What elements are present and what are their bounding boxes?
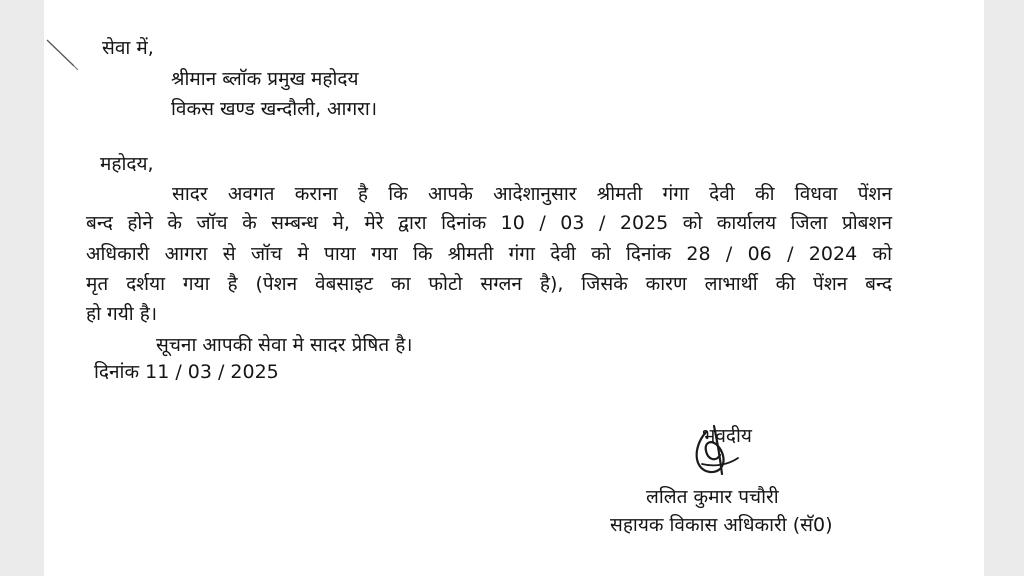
recipient-line-1: श्रीमान ब्लॉक प्रमुख महोदय [171, 68, 359, 90]
letter-page [44, 0, 984, 576]
date-line: दिनांक 11 / 03 / 2025 [94, 361, 279, 383]
closing-line: सूचना आपकी सेवा मे सादर प्रेषित है। [156, 334, 413, 356]
signatory-name: ललित कुमार पचौरी [646, 486, 779, 508]
body-line-5: हो गयी है। [86, 303, 158, 325]
valediction: भवदीय [702, 425, 752, 447]
salutation-to: सेवा में, [102, 37, 154, 59]
recipient-line-2: विकस खण्ड खन्दौली, आगरा। [171, 98, 378, 120]
pen-stroke-mark [44, 34, 84, 74]
body-line-3: अधिकारी आगरा से जॉच मे पाया गया कि श्रीमती गंगा देवी को दिनांक 28 / 06 / 2024 को [86, 243, 892, 265]
body-line-2: बन्द होने के जॉच के सम्बन्ध मे, मेरे द्वारा दिनांक 10 / 03 / 2025 को कार्यालय जिला प्रोबशन [86, 212, 892, 234]
body-line-1: सादर अवगत कराना है कि आपके आदेशानुसार श्रीमती गंगा देवी की विधवा पेंशन [172, 183, 892, 205]
signatory-designation: सहायक विकास अधिकारी (सॅ0) [610, 514, 833, 536]
greeting: महोदय, [100, 153, 154, 175]
body-line-4: मृत दर्शया गया है (पेशन वेबसाइट का फोटो सग्लन है), जिसके कारण लाभार्थी की पेंशन बन्द [86, 273, 892, 295]
